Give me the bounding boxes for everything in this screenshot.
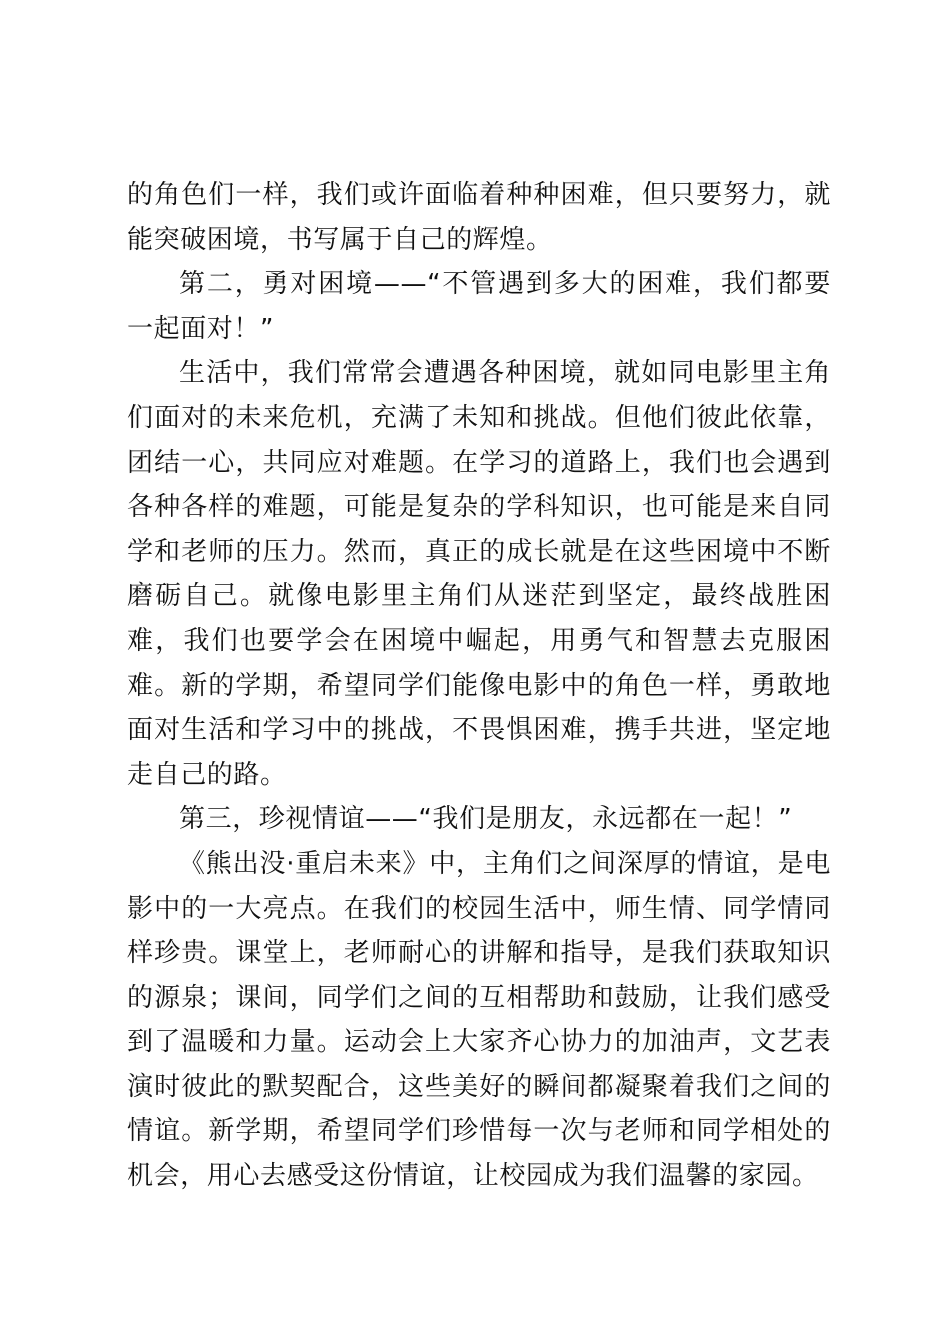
heading-point-two: 第二，勇对困境——“不管遇到多大的困难，我们都要一起面对！”: [127, 269, 831, 344]
paragraph-friendship: 《熊出没·重启未来》中，主角们之间深厚的情谊，是电影中的一大亮点。在我们的校园生活中，师生情、同学情同样珍贵。课堂上，老师耐心的讲解和指导，是我们获取知识的源泉；课间，同学们之间的互相帮助和鼓励，让我们感受到了温暖和力量。运动会上大家齐心协力的加油声，文艺表演时彼此的默契配合，这些美好的瞬间都凝聚着我们之间的情谊。新学期，希望同学们珍惜每一次与老师和同学相处的机会，用心去感受这份情谊，让校园成为我们温馨的家园。: [127, 848, 831, 1192]
document-body: [127, 173, 831, 1199]
paragraph-continuation: 的角色们一样，我们或许面临着种种困难，但只要努力，就能突破困境，书写属于自己的辉煌。: [127, 180, 831, 255]
paragraph-facing-difficulties: 生活中，我们常常会遭遇各种困境，就如同电影里主角们面对的未来危机，充满了未知和挑战。但他们彼此依靠，团结一心，共同应对难题。在学习的道路上，我们也会遇到各种各样的难题，可能是复杂的学科知识，也可能是来自同学和老师的压力。然而，真正的成长就是在这些困境中不断磨砺自己。就像电影里主角们从迷茫到坚定，最终战胜困难，我们也要学会在困境中崛起，用勇气和智慧去克服困难。新的学期，希望同学们能像电影中的角色一样，勇敢地面对生活和学习中的挑战，不畏惧困难，携手共进，坚定地走自己的路。: [127, 358, 831, 790]
heading-point-three: 第三，珍视情谊——“我们是朋友，永远都在一起！”: [179, 804, 793, 835]
